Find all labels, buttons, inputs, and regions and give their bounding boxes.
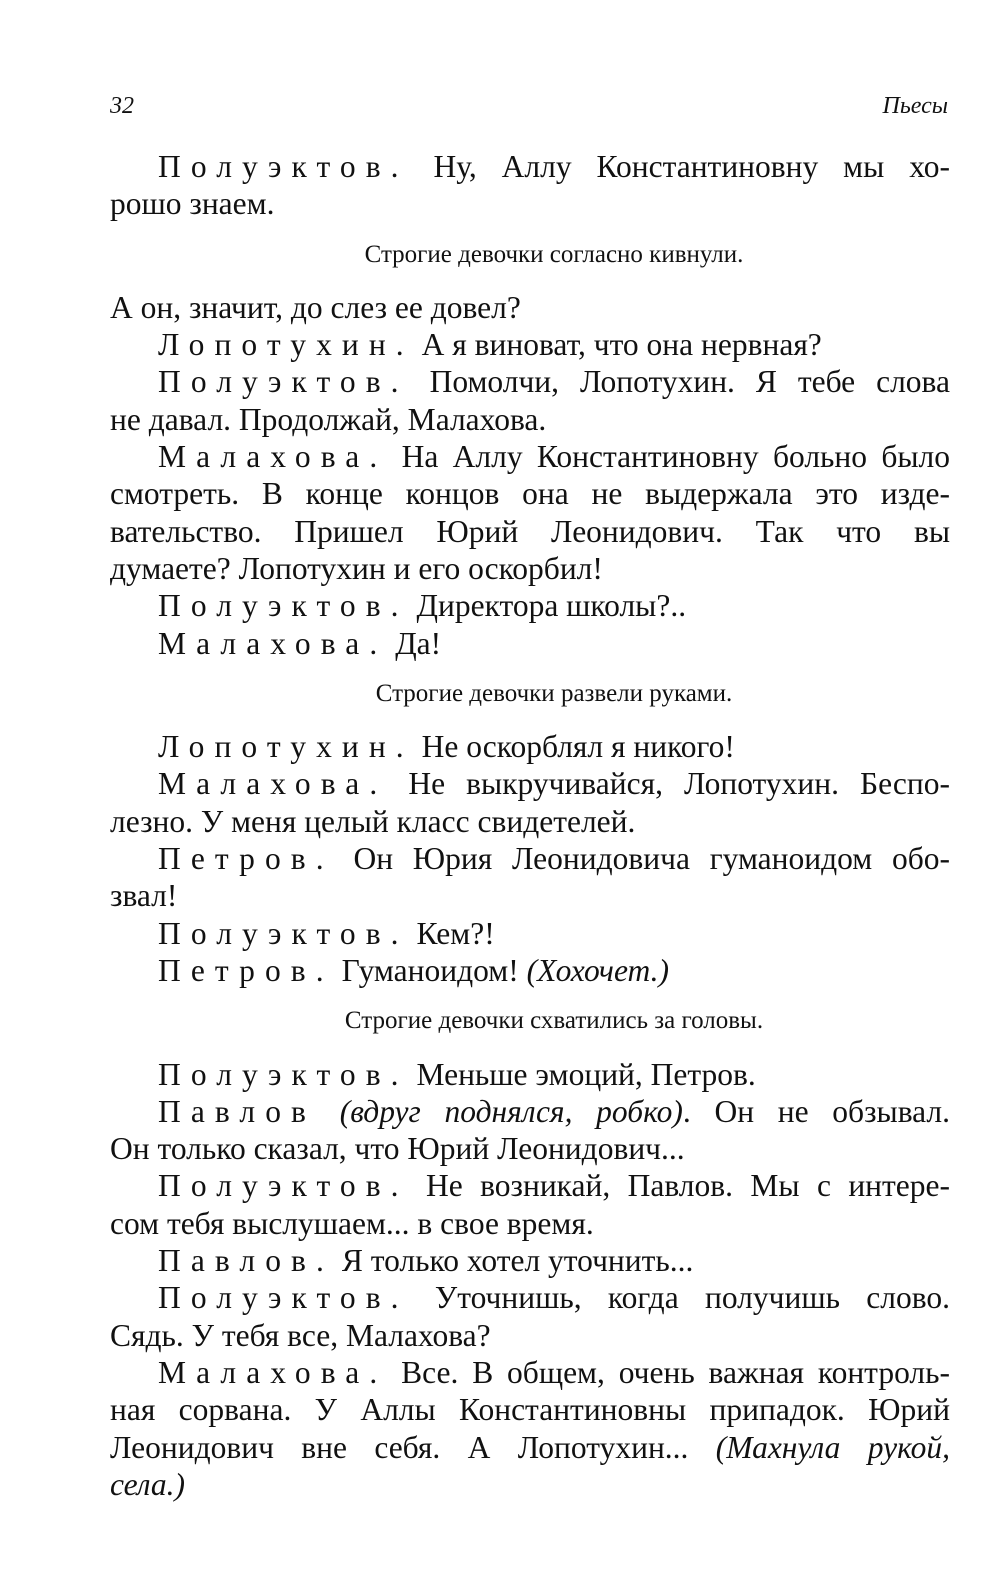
speaker-name: Полуэктов. xyxy=(158,915,409,951)
speaker-name: Павлов. xyxy=(158,1243,334,1279)
speaker-name: Петров. xyxy=(158,841,334,877)
speaker-name: Полуэктов. xyxy=(158,1168,409,1204)
speaker-name: Лопотухин. xyxy=(158,729,414,765)
stage-remark: села.) xyxy=(110,1466,185,1502)
speaker-name: Малахова. xyxy=(158,766,388,802)
dialogue-line: ная сорвана. У Аллы Константиновны припадок. Юрий xyxy=(110,1392,950,1428)
speaker-name: Полуэктов. xyxy=(158,149,409,184)
speaker-name: Павлов xyxy=(158,1093,317,1129)
dialogue-line: Он только сказал, что Юрий Леонидович... xyxy=(110,1131,685,1167)
dialogue-line: Петров. Гуманоидом! (Хохочет.) xyxy=(158,952,670,988)
stage-direction: Строгие девочки схватились за головы. xyxy=(344,1007,764,1035)
dialogue-line: Полуэктов. Кем?! xyxy=(158,915,495,951)
dialogue-line: звал! xyxy=(110,878,178,914)
speaker-name: Полуэктов. xyxy=(158,1056,409,1092)
dialogue-line: Павлов (вдруг поднялся, робко). Он не обзывал. xyxy=(158,1093,950,1129)
speaker-name: Лопотухин. xyxy=(158,327,414,363)
dialogue-line: Малахова. На Аллу Константиновну больно было xyxy=(158,439,950,475)
speaker-name: Петров. xyxy=(158,952,334,988)
dialogue-line: думаете? Лопотухин и его оскорбил! xyxy=(110,550,603,586)
dialogue-line: Павлов. Я только хотел уточнить... xyxy=(158,1243,694,1279)
dialogue-line: не давал. Продолжай, Малахова. xyxy=(110,401,547,437)
dialogue-line: Полуэктов. Меньше эмоций, Петров. xyxy=(158,1056,756,1092)
dialogue-line: Полуэктов. Не возникай, Павлов. Мы с интере- xyxy=(158,1168,950,1204)
dialogue-line: Леонидович вне себя. А Лопотухин... (Махнула рукой, xyxy=(110,1429,950,1465)
dialogue-line: рошо знаем. xyxy=(110,186,275,222)
dialogue-line: Полуэктов. Ну, Аллу Константиновну мы хо- xyxy=(158,149,950,184)
dialogue-line: Полуэктов. Уточнишь, когда получишь слово. xyxy=(158,1280,950,1316)
dialogue-line: Полуэктов. Директора школы?.. xyxy=(158,588,687,624)
dialogue-line: лезно. У меня целый класс свидетелей. xyxy=(110,803,636,839)
stage-remark: (Хохочет.) xyxy=(526,952,670,988)
dialogue-line: Сядь. У тебя все, Малахова? xyxy=(110,1317,491,1353)
dialogue-line xyxy=(110,1466,950,1503)
speaker-name: Малахова. xyxy=(158,439,388,475)
speaker-name: Малахова. xyxy=(158,625,388,661)
play-text xyxy=(110,148,950,1503)
dialogue-line: Лопотухин. А я виноват, что она нервная? xyxy=(158,327,822,363)
dialogue-line: Малахова. Все. В общем, очень важная контроль- xyxy=(158,1354,950,1390)
dialogue-line: вательство. Пришел Юрий Леонидович. Так что вы xyxy=(110,513,950,549)
dialogue-line: сом тебя выслушаем... в свое время. xyxy=(110,1205,594,1241)
stage-direction: Строгие девочки развели руками. xyxy=(375,679,733,707)
speaker-name: Полуэктов. xyxy=(158,588,409,624)
dialogue-line: Петров. Он Юрия Леонидовича гуманоидом обо- xyxy=(158,841,950,877)
dialogue-line: Лопотухин. Не оскорблял я никого! xyxy=(158,729,735,765)
speaker-name: Малахова. xyxy=(158,1354,388,1390)
stage-direction: Строгие девочки согласно кивнули. xyxy=(364,240,744,268)
page-number: 32 xyxy=(110,93,134,119)
dialogue-line: Полуэктов. Помолчи, Лопотухин. Я тебе слова xyxy=(158,364,950,400)
dialogue-line: А он, значит, до слез ее довел? xyxy=(110,289,521,325)
speaker-name: Полуэктов. xyxy=(158,364,409,400)
stage-remark: (Махнула рукой, xyxy=(715,1429,950,1465)
stage-remark: (вдруг поднялся, робко) xyxy=(316,1093,683,1129)
dialogue-line: смотреть. В конце концов она не выдержала это изде- xyxy=(110,476,950,512)
running-title: Пьесы xyxy=(882,93,948,119)
dialogue-line: Малахова. Не выкручивайся, Лопотухин. Беспо- xyxy=(158,766,950,802)
dialogue-line: Малахова. Да! xyxy=(158,625,442,661)
speaker-name: Полуэктов. xyxy=(158,1280,409,1316)
